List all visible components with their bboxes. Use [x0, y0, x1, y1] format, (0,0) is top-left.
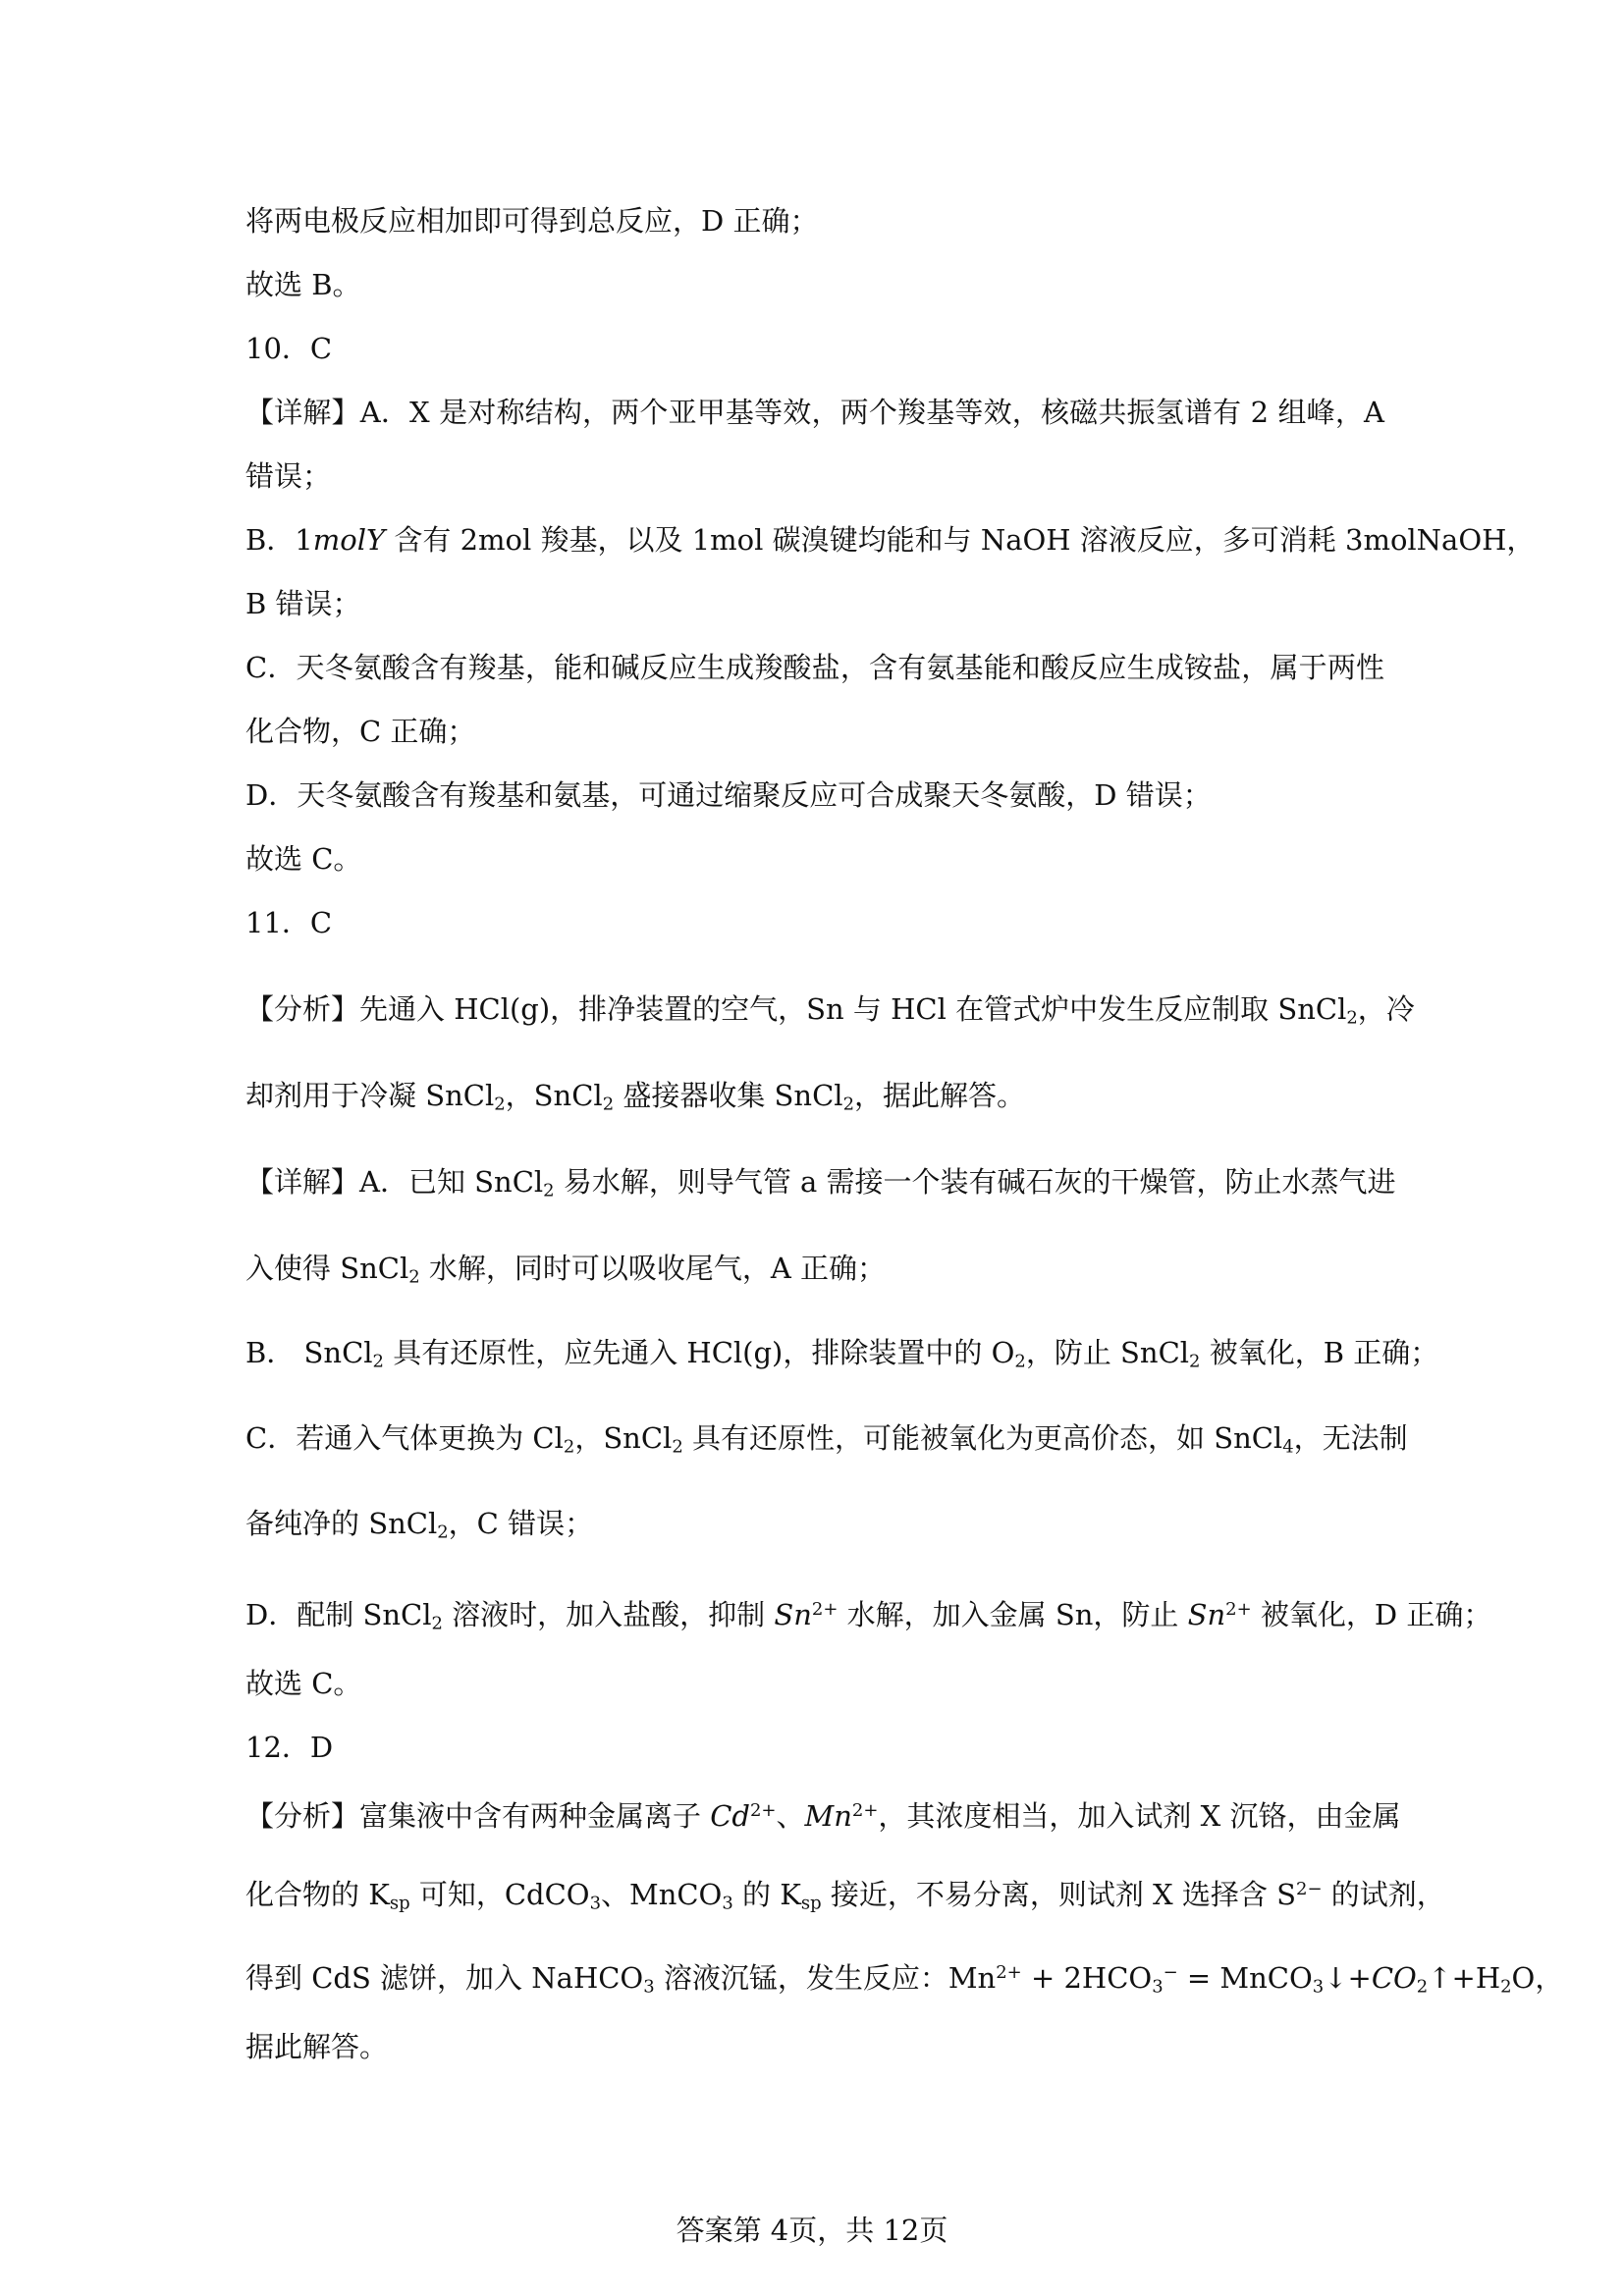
text-line: 【详解】A．X 是对称结构，两个亚甲基等效，两个羧基等效，核磁共振氢谱有 2 组峰，A: [245, 396, 1384, 429]
text-line: 得到 CdS 滤饼，加入 NaHCO$_3$ 溶液沉锰，发生反应：$Mn^{2+} + 2HCO_3^-$ = $MnCO_3↓+CO_2↑+H_2O$，: [245, 1960, 1564, 1998]
text-line: 却剂用于冷凝 SnCl$_2$，SnCl$_2$ 盛接器收集 SnCl$_2$，据此解答。: [245, 1079, 1026, 1115]
text-line: B．1molY 含有 2mol 羧基，以及 1mol 碳溴键均能和与 NaOH 溶液反应，多可消耗 3molNaOH，: [245, 523, 1536, 557]
text-line: 【分析】富集液中含有两种金属离子 $Cd^{2+}$、$Mn^{2+}$，其浓度相当，加入试剂 X 沉铬，由金属: [245, 1798, 1401, 1833]
page-footer: 答案第 4页，共 12页: [676, 2214, 948, 2247]
text-line: 故选 C。: [245, 1667, 362, 1700]
text-line: B． SnCl$_2$ 具有还原性，应先通入 HCl(g)，排除装置中的 $O_2$，防止 SnCl$_2$ 被氧化，B 正确；: [245, 1336, 1439, 1372]
question-number: 10．C: [245, 332, 333, 365]
text-line: 将两电极反应相加即可得到总反应，D 正确；: [245, 204, 819, 238]
text-line: 错误；: [245, 459, 332, 493]
text-line: C．天冬氨酸含有羧基，能和碱反应生成羧酸盐，含有氨基能和酸反应生成铵盐，属于两性: [245, 651, 1384, 684]
text-line: 据此解答。: [245, 2030, 389, 2063]
text-line: C．若通入气体更换为 $Cl_2$，SnCl$_2$ 具有还原性，可能被氧化为更高价态，如 SnCl$_4$，无法制: [245, 1421, 1408, 1458]
text-line: B 错误；: [245, 587, 361, 620]
text-line: 化合物，C 正确；: [245, 715, 476, 748]
question-number: 11．C: [245, 906, 333, 939]
text-line: D．配制 SnCl$_2$ 溶液时，加入盐酸，抑制 $Sn^{2+}$ 水解，加入金属 Sn，防止 $Sn^{2+}$ 被氧化，D 正确；: [245, 1597, 1492, 1634]
text-line: 备纯净的 SnCl$_2$，C 错误；: [245, 1507, 594, 1543]
text-line: 【详解】A．已知 SnCl$_2$ 易水解，则导气管 a 需接一个装有碱石灰的干燥管，防止水蒸气进: [245, 1165, 1396, 1201]
question-number: 12．D: [245, 1731, 334, 1764]
text-line: 入使得 SnCl$_2$ 水解，同时可以吸收尾气，A 正确；: [245, 1252, 887, 1288]
text-line: D．天冬氨酸含有羧基和氨基，可通过缩聚反应可合成聚天冬氨酸，D 错误；: [245, 778, 1212, 812]
text-line: 故选 B。: [245, 268, 361, 301]
text-line: 故选 C。: [245, 842, 362, 876]
text-line: 化合物的 $K_{sp}$ 可知，CdCO$_3$、MnCO$_3$ 的 $K_{sp}$ 接近，不易分离，则试剂 X 选择含 $S^{2-}$ 的试剂，: [245, 1877, 1445, 1914]
text-line: 【分析】先通入 HCl(g)，排净装置的空气，Sn 与 HCl 在管式炉中发生反应制取 SnCl$_2$，冷: [245, 992, 1415, 1029]
